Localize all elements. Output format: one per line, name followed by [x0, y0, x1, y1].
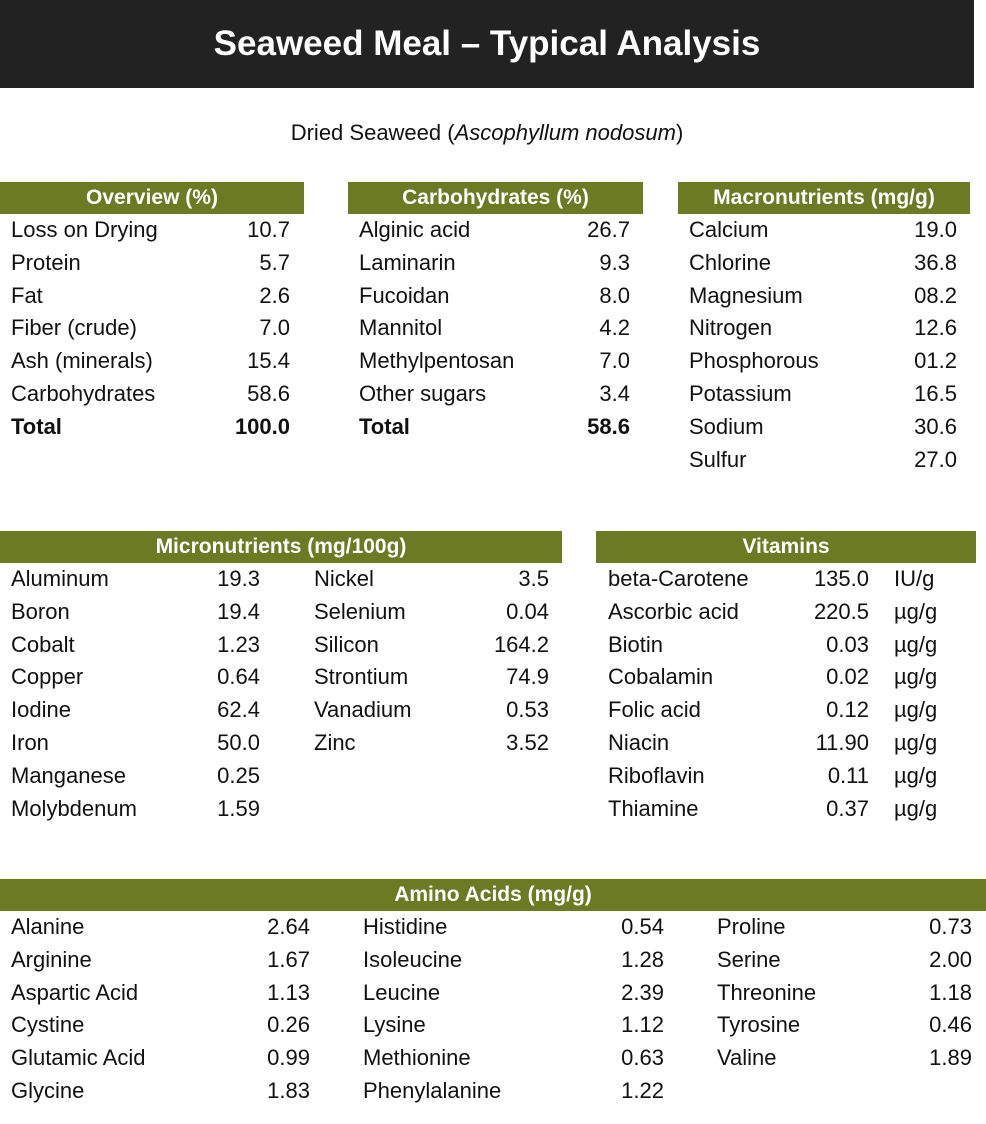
row-label: Laminarin — [359, 249, 456, 275]
subtitle-suffix: ) — [675, 120, 684, 145]
row-label: Cobalt — [11, 631, 75, 657]
table-row — [678, 214, 970, 247]
table-row — [348, 345, 643, 378]
row-value: 19.3 — [217, 566, 260, 591]
row-label: Fiber (crude) — [11, 315, 137, 341]
table-row — [0, 247, 304, 280]
row-label: Fat — [11, 282, 43, 308]
row-label: Fucoidan — [359, 282, 450, 308]
row-value: 12.6 — [914, 315, 957, 341]
row-value: 164.2 — [493, 631, 549, 657]
row-value: 1.59 — [217, 795, 260, 821]
carbohydrates-section — [348, 182, 643, 444]
row-label: Threonine — [717, 979, 817, 1005]
table-row — [0, 312, 304, 345]
table-row — [0, 629, 260, 662]
row-value: 4.2 — [599, 315, 630, 341]
row-label: Cystine — [11, 1012, 85, 1038]
vitamins-section — [596, 531, 976, 825]
total-row — [348, 411, 643, 444]
table-row — [0, 793, 260, 826]
row-value: 7.0 — [599, 348, 630, 374]
row-value: 16.5 — [914, 380, 957, 406]
row-label: Sodium — [689, 413, 764, 439]
table-row — [0, 280, 304, 313]
micronutrients-col-1 — [0, 563, 260, 825]
row-label: Ash (minerals) — [11, 348, 153, 374]
amino-acids-section — [0, 879, 986, 1111]
row-label: Boron — [11, 598, 70, 624]
table-row — [352, 1042, 664, 1075]
table-row — [352, 944, 664, 977]
table-row — [596, 694, 976, 727]
micronutrients-section — [0, 531, 562, 827]
table-row — [352, 1075, 664, 1108]
row-value: 58.6 — [587, 413, 630, 439]
row-value: 62.4 — [217, 697, 260, 723]
row-unit: µg/g — [894, 729, 938, 755]
row-value: 7.0 — [259, 315, 290, 341]
table-row — [0, 563, 260, 596]
row-value: 1.67 — [267, 946, 310, 972]
table-row — [0, 345, 304, 378]
row-label: Chlorine — [689, 249, 771, 275]
row-value: 1.89 — [929, 1045, 972, 1071]
row-label: Total — [359, 413, 410, 439]
macronutrients-rows — [678, 214, 970, 476]
row-value: 11.90 — [815, 729, 869, 755]
row-value: 10.7 — [247, 217, 290, 242]
row-unit: µg/g — [894, 697, 938, 723]
row-value: 2.00 — [929, 946, 972, 972]
row-value: 5.7 — [259, 249, 290, 275]
row-value: 0.12 — [826, 697, 869, 723]
row-value: 08.2 — [914, 282, 957, 308]
row-label: Glycine — [11, 1077, 85, 1103]
macronutrients-section — [678, 182, 970, 476]
row-value: 0.54 — [621, 914, 664, 939]
table-row — [348, 312, 643, 345]
subtitle — [0, 120, 974, 146]
row-label: Potassium — [689, 380, 792, 406]
table-row — [678, 444, 970, 477]
table-row — [303, 661, 549, 694]
row-label: Other sugars — [359, 380, 487, 406]
row-label: Methionine — [363, 1045, 471, 1071]
row-value: 1.12 — [621, 1012, 664, 1038]
row-label: Tyrosine — [717, 1012, 801, 1038]
micronutrients-rows — [0, 563, 562, 827]
row-value: 2.64 — [267, 914, 310, 939]
overview-rows — [0, 214, 304, 444]
row-value: 2.39 — [621, 979, 664, 1005]
row-label: Methylpentosan — [359, 348, 515, 374]
row-value: 1.22 — [621, 1077, 664, 1103]
row-label: Cobalamin — [608, 664, 714, 690]
vitamins-rows — [596, 563, 976, 825]
row-value: 0.04 — [506, 598, 549, 624]
row-value: 50.0 — [217, 729, 260, 755]
row-label: Folic acid — [608, 697, 701, 723]
row-label: Isoleucine — [363, 946, 463, 972]
table-row — [596, 629, 976, 662]
row-label: Iron — [11, 729, 49, 755]
row-value: 0.53 — [506, 697, 549, 723]
row-label: Lysine — [363, 1012, 426, 1038]
table-row — [352, 977, 664, 1010]
row-label: Alginic acid — [359, 217, 471, 242]
table-row — [678, 345, 970, 378]
row-value: 15.4 — [247, 348, 290, 374]
row-label: Manganese — [11, 762, 126, 788]
row-value: 0.64 — [217, 664, 260, 690]
row-label: Selenium — [314, 598, 406, 624]
row-value: 0.25 — [217, 762, 260, 788]
table-row — [348, 247, 643, 280]
table-row — [678, 411, 970, 444]
table-row — [352, 911, 664, 944]
table-row — [0, 760, 260, 793]
row-label: Proline — [717, 914, 786, 939]
row-value: 74.9 — [506, 664, 549, 690]
table-row — [303, 629, 549, 662]
row-value: 1.83 — [267, 1077, 310, 1103]
row-value: 3.5 — [518, 566, 549, 591]
table-row — [706, 1009, 972, 1042]
row-label: Total — [11, 413, 62, 439]
table-row — [678, 312, 970, 345]
total-row — [0, 411, 304, 444]
row-value: 100.0 — [234, 413, 290, 439]
overview-header: Overview (%) — [0, 182, 304, 214]
row-label: Carbohydrates — [11, 380, 156, 406]
row-label: Thiamine — [608, 795, 699, 821]
table-row — [348, 378, 643, 411]
table-row — [303, 563, 549, 596]
table-row — [0, 1075, 310, 1108]
row-label: Serine — [717, 946, 781, 972]
row-label: Iodine — [11, 697, 71, 723]
row-value: 1.28 — [621, 946, 664, 972]
row-label: Phenylalanine — [363, 1077, 502, 1103]
row-value: 0.99 — [267, 1045, 310, 1071]
amino-acids-col-1 — [0, 911, 310, 1108]
row-value: 2.6 — [259, 282, 290, 308]
amino-acids-col-2 — [352, 911, 664, 1108]
subtitle-species: Ascophyllum nodosum — [454, 120, 676, 145]
table-row — [0, 661, 260, 694]
table-row — [0, 727, 260, 760]
row-label: Copper — [11, 664, 84, 690]
row-label: Histidine — [363, 914, 448, 939]
row-label: Molybdenum — [11, 795, 137, 821]
overview-section — [0, 182, 304, 444]
row-unit: µg/g — [894, 631, 938, 657]
row-value: 0.37 — [826, 795, 869, 821]
table-row — [0, 214, 304, 247]
row-value: 19.4 — [217, 598, 260, 624]
page-title-text: Seaweed Meal – Typical Analysis — [213, 24, 761, 63]
table-row — [678, 280, 970, 313]
row-value: 0.11 — [827, 762, 869, 788]
row-label: Nitrogen — [689, 315, 773, 341]
table-row — [596, 661, 976, 694]
row-value: 19.0 — [914, 217, 957, 242]
row-value: 3.52 — [506, 729, 549, 755]
page-title — [0, 0, 974, 88]
table-row — [0, 596, 260, 629]
table-row — [303, 596, 549, 629]
row-label: Vanadium — [314, 697, 412, 723]
micronutrients-header: Micronutrients (mg/100g) — [0, 531, 562, 563]
row-label: Sulfur — [689, 446, 747, 472]
table-row — [0, 1042, 310, 1075]
table-row — [0, 944, 310, 977]
row-value: 8.0 — [599, 282, 630, 308]
row-label: Phosphorous — [689, 348, 819, 374]
row-value: 0.63 — [621, 1045, 664, 1071]
row-label: Protein — [11, 249, 81, 275]
row-value: 0.03 — [826, 631, 869, 657]
row-unit: µg/g — [894, 664, 938, 690]
row-label: Loss on Drying — [11, 217, 158, 242]
row-label: Leucine — [363, 979, 441, 1005]
row-label: Zinc — [314, 729, 356, 755]
table-row — [706, 944, 972, 977]
row-value: 220.5 — [813, 598, 869, 624]
table-row — [706, 977, 972, 1010]
table-row — [706, 911, 972, 944]
row-value: 1.18 — [929, 979, 972, 1005]
table-row — [596, 596, 976, 629]
table-row — [0, 694, 260, 727]
subtitle-prefix: Dried Seaweed ( — [290, 120, 455, 145]
row-label: Alanine — [11, 914, 85, 939]
row-value: 01.2 — [914, 348, 957, 374]
table-row — [348, 214, 643, 247]
macronutrients-header: Macronutrients (mg/g) — [678, 182, 970, 214]
table-row — [0, 1009, 310, 1042]
table-row — [678, 378, 970, 411]
row-value: 30.6 — [914, 413, 957, 439]
table-row — [678, 247, 970, 280]
row-value: 9.3 — [599, 249, 630, 275]
table-row — [0, 378, 304, 411]
table-row — [596, 760, 976, 793]
table-row — [596, 563, 976, 596]
row-value: 0.73 — [929, 914, 972, 939]
row-label: Ascorbic acid — [608, 598, 739, 624]
row-label: beta-Carotene — [608, 566, 749, 591]
row-label: Niacin — [608, 729, 670, 755]
row-unit: IU/g — [894, 566, 935, 591]
row-value: 1.23 — [217, 631, 260, 657]
table-row — [596, 727, 976, 760]
row-value: 0.26 — [267, 1012, 310, 1038]
row-label: Aspartic Acid — [11, 979, 139, 1005]
table-row — [706, 1042, 972, 1075]
row-label: Aluminum — [11, 566, 109, 591]
row-label: Glutamic Acid — [11, 1045, 146, 1071]
row-unit: µg/g — [894, 598, 938, 624]
row-label: Strontium — [314, 664, 409, 690]
table-row — [303, 694, 549, 727]
amino-acids-col-3 — [706, 911, 972, 1075]
vitamins-header: Vitamins — [596, 531, 976, 563]
carbohydrates-rows — [348, 214, 643, 444]
micronutrients-col-2 — [303, 563, 549, 760]
row-value: 27.0 — [914, 446, 957, 472]
row-value: 0.02 — [826, 664, 869, 690]
row-value: 58.6 — [247, 380, 290, 406]
amino-acids-rows — [0, 911, 986, 1111]
row-value: 36.8 — [914, 249, 957, 275]
row-label: Mannitol — [359, 315, 443, 341]
row-unit: µg/g — [894, 762, 938, 788]
row-label: Biotin — [608, 631, 664, 657]
table-row — [596, 793, 976, 826]
table-row — [0, 911, 310, 944]
amino-acids-header: Amino Acids (mg/g) — [0, 879, 986, 911]
row-label: Magnesium — [689, 282, 803, 308]
table-row — [0, 977, 310, 1010]
row-value: 3.4 — [599, 380, 630, 406]
row-value: 1.13 — [267, 979, 310, 1005]
row-label: Nickel — [314, 566, 374, 591]
row-value: 0.46 — [929, 1012, 972, 1038]
row-value: 26.7 — [587, 217, 630, 242]
row-value: 135.0 — [813, 566, 869, 591]
carbohydrates-header: Carbohydrates (%) — [348, 182, 643, 214]
row-label: Arginine — [11, 946, 92, 972]
row-label: Riboflavin — [608, 762, 705, 788]
row-label: Calcium — [689, 217, 769, 242]
table-row — [352, 1009, 664, 1042]
table-row — [348, 280, 643, 313]
row-unit: µg/g — [894, 795, 938, 821]
row-label: Valine — [717, 1045, 777, 1071]
row-label: Silicon — [314, 631, 379, 657]
table-row — [303, 727, 549, 760]
